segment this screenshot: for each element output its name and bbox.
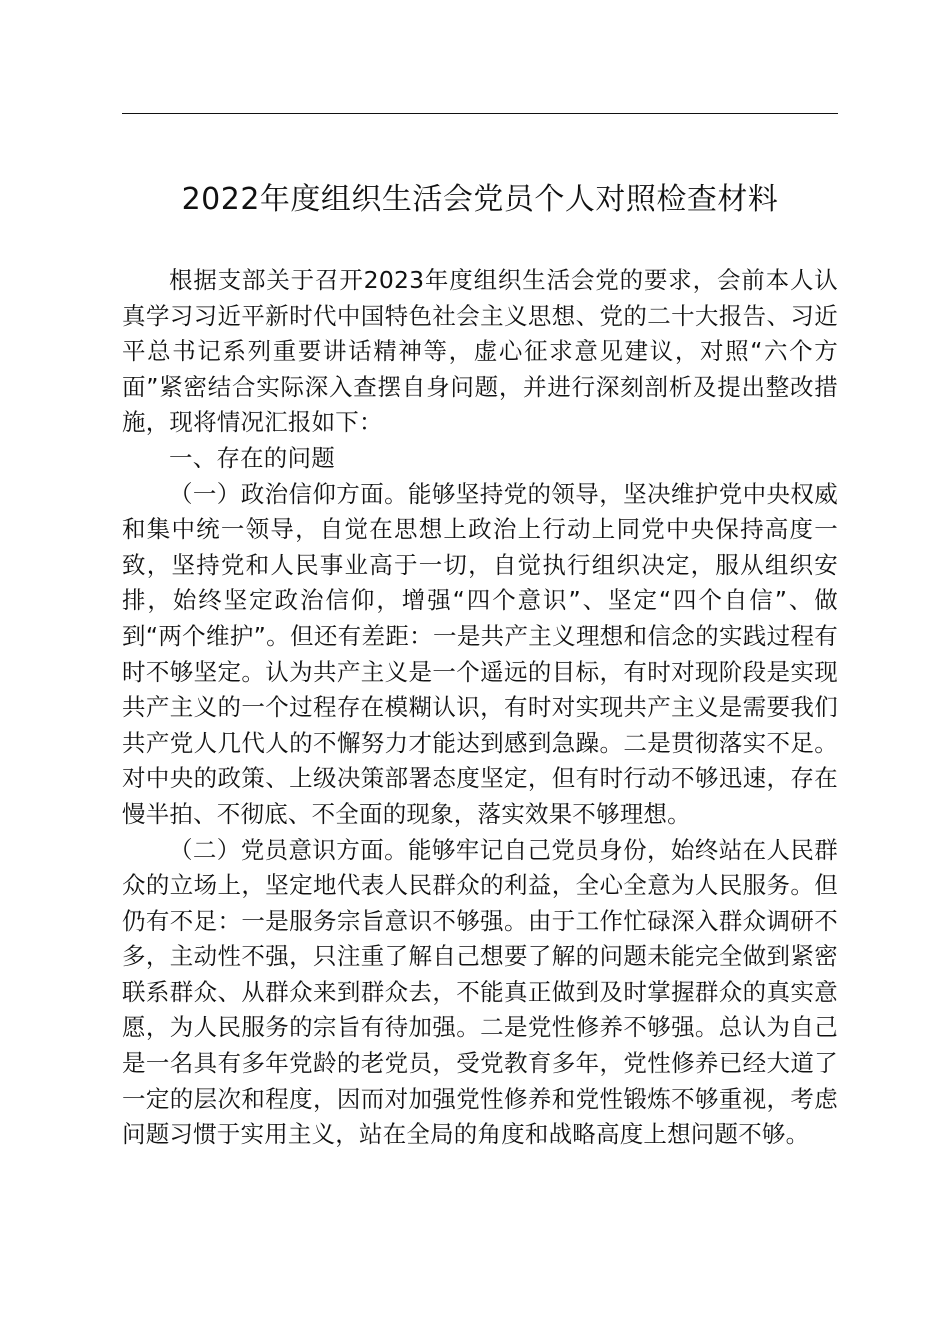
paragraph-political-belief: （一）政治信仰方面。能够坚持党的领导，坚决维护党中央权威和集中统一领导，自觉在思想上政治上行动上同党中央保持高度一致，坚持党和人民事业高于一切，自觉执行组织决定，服从组织安排，始终坚定政治信仰，增强“四个意识”、坚定“四个自信”、做到“两个维护”。但还有差距：一是共产主义理想和信念的实践过程有时不够坚定。认为共产主义是一个遥远的目标，有时对现阶段是实现共产主义的一个过程存在模糊认识，有时对实现共产主义是需要我们共产党人几代人的不懈努力才能达到感到急躁。二是贯彻落实不足。对中央的政策、上级决策部署态度坚定，但有时行动不够迅速，存在慢半拍、不彻底、不全面的现象，落实效果不够理想。 xyxy=(122,479,838,828)
document-body xyxy=(122,263,838,1153)
paragraph-party-awareness: （二）党员意识方面。能够牢记自己党员身份，始终站在人民群众的立场上，坚定地代表人民群众的利益，全心全意为人民服务。但仍有不足：一是服务宗旨意识不够强。由于工作忙碌深入群众调研不多，主动性不强，只注重了解自己想要了解的问题未能完全做到紧密联系群众、从群众来到群众去，不能真正做到及时掌握群众的真实意愿，为人民服务的宗旨有待加强。二是党性修养不够强。总认为自己是一名具有多年党龄的老党员，受党教育多年，党性修养已经大道了一定的层次和程度，因而对加强党性修养和党性锻炼不够重视，考虑问题习惯于实用主义，站在全局的角度和战略高度上想问题不够。 xyxy=(122,835,838,1149)
header-rule xyxy=(122,113,838,114)
intro-paragraph: 根据支部关于召开2023年度组织生活会党的要求，会前本人认真学习习近平新时代中国特色社会主义思想、党的二十大报告、习近平总书记系列重要讲话精神等，虚心征求意见建议，对照“六个方面”紧密结合实际深入查摆自身问题，并进行深刻剖析及提出整改措施，现将情况汇报如下： xyxy=(122,266,838,437)
section-heading-problems: 一、存在的问题 xyxy=(169,443,335,472)
document-title: 2022年度组织生活会党员个人对照检查材料 xyxy=(181,182,779,217)
